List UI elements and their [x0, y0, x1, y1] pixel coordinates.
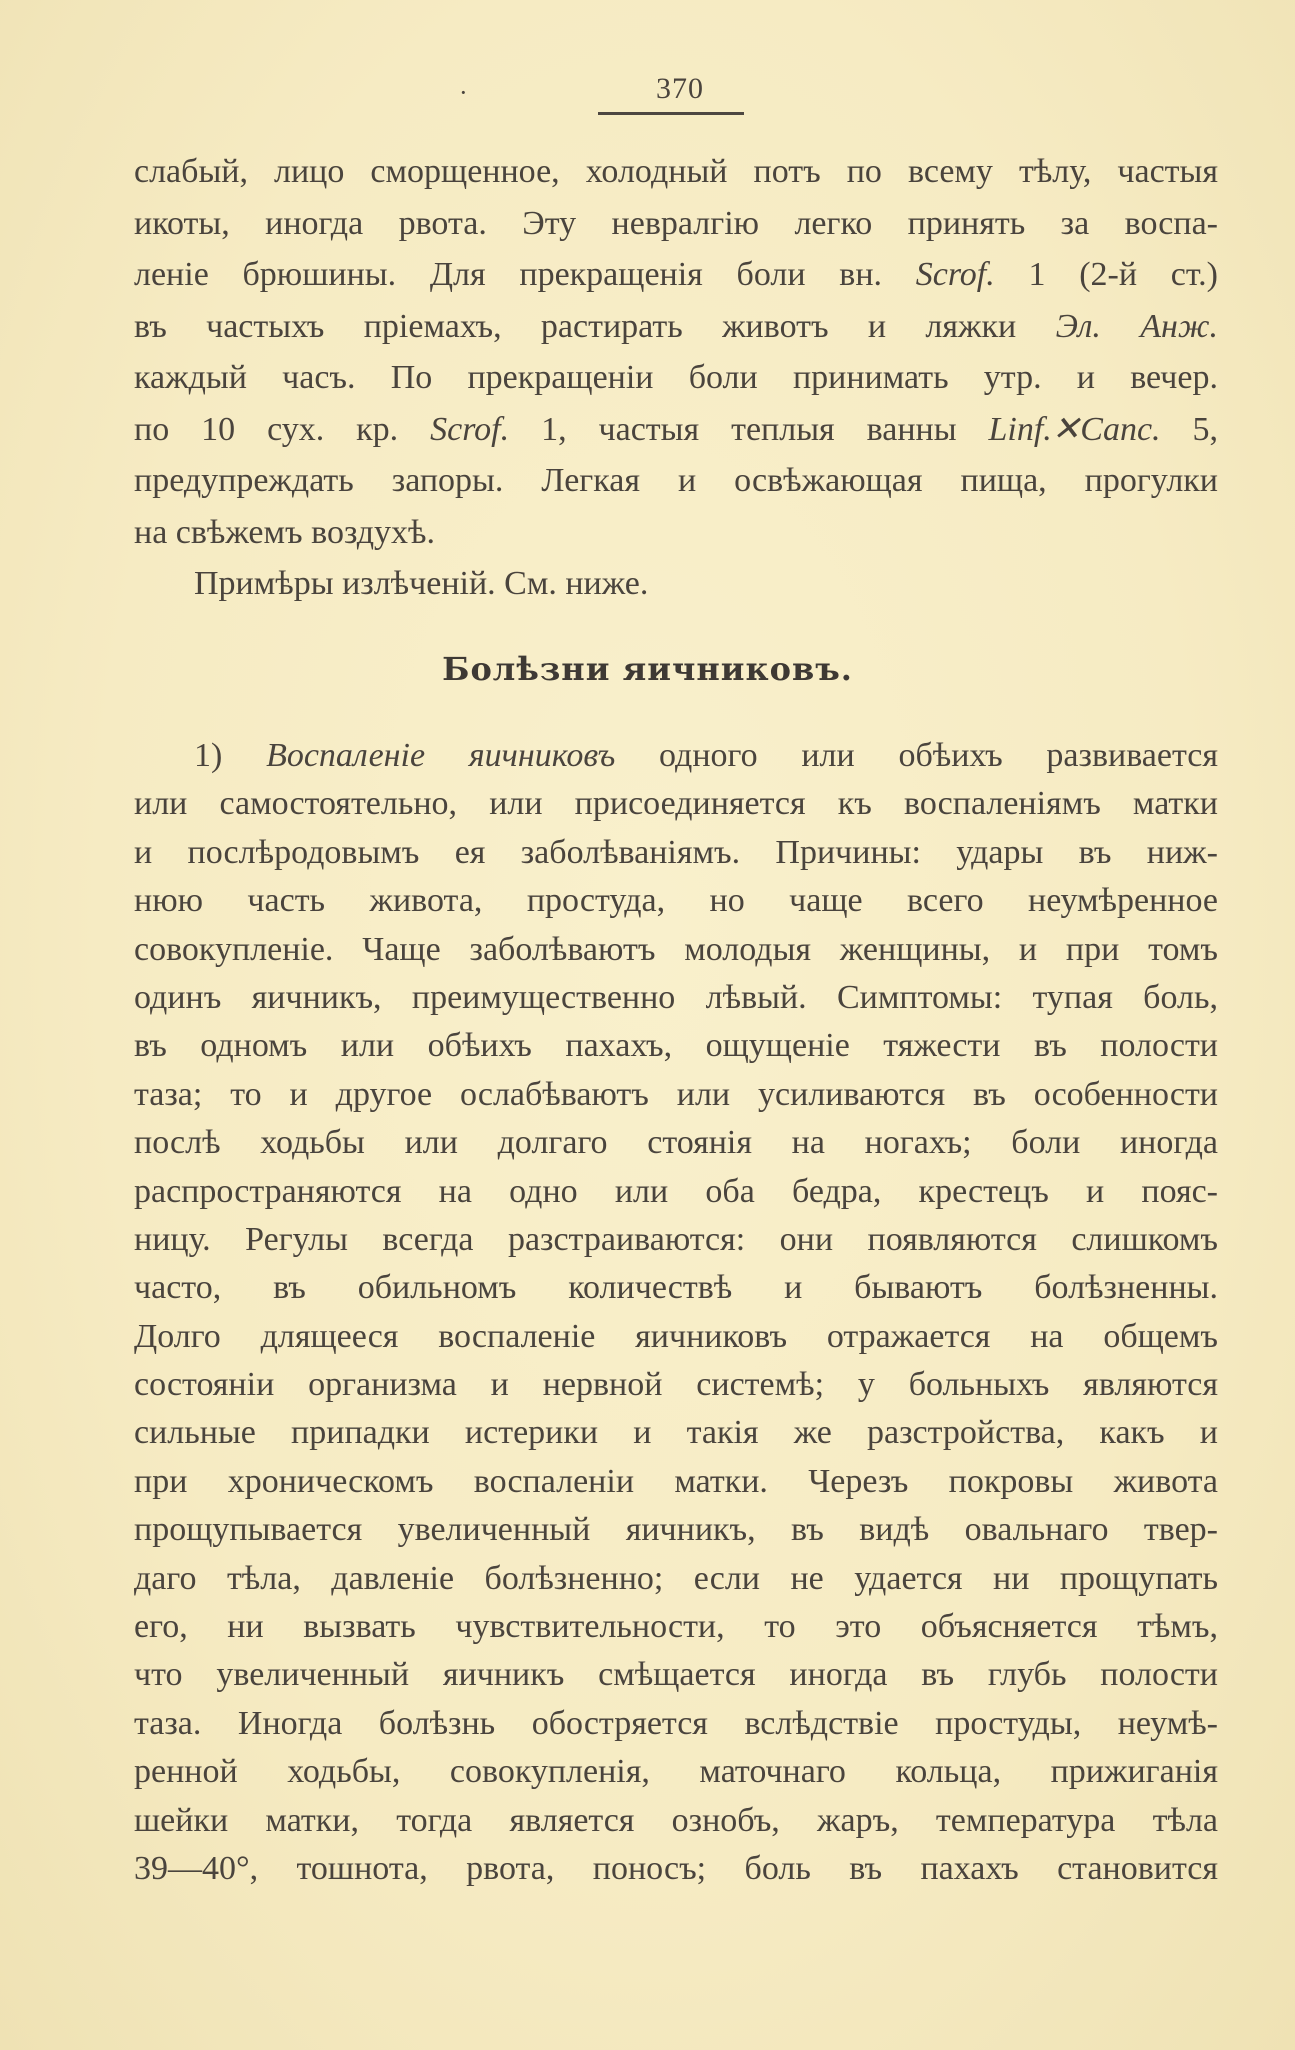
- text-run: распространяются на одно или оба бедра, крестецъ и пояс-: [134, 1172, 1218, 1210]
- text-run: каждый часъ. По прекращеніи боли принимать утр. и вечер.: [134, 359, 1218, 396]
- text-block-ovaries: [134, 732, 1218, 1893]
- text-run: состояніи организма и нервной системѣ; у больныхъ являются: [134, 1366, 1218, 1404]
- text-run: даго тѣла, давленіе болѣзненно; если не удается ни прощупать: [134, 1559, 1218, 1597]
- text-line: [134, 507, 1218, 559]
- text-run: слабый, лицо сморщенное, холодный потъ по всему тѣлу, частыя: [134, 153, 1218, 190]
- text-line: [134, 1700, 1218, 1748]
- text-line: [134, 1748, 1218, 1796]
- text-line: [134, 146, 1218, 198]
- text-run: сильные припадки истерики и такія же разстройства, какъ и: [134, 1414, 1218, 1452]
- text-run: въ частыхъ пріемахъ, растирать животъ и ляжки: [134, 307, 1056, 345]
- text-line: [134, 455, 1218, 507]
- text-run: ницу. Регулы всегда разстраиваются: они появляются слишкомъ: [134, 1220, 1218, 1258]
- text-run: предупреждать запоры. Легкая и освѣжающая пища, прогулки: [134, 462, 1218, 499]
- italic-run: Scrof.: [430, 410, 510, 448]
- text-run: на свѣжемъ воздухѣ.: [134, 513, 436, 551]
- text-run: одного или обѣихъ развивается: [615, 737, 1218, 774]
- text-run: икоты, иногда рвота. Эту невралгію легко принять за воспа-: [134, 204, 1218, 242]
- text-line: [134, 1506, 1218, 1554]
- text-line: [134, 1361, 1218, 1409]
- text-run: и послѣродовымъ ея заболѣваніямъ. Причины: удары въ ниж-: [134, 833, 1218, 871]
- text-line: [134, 1022, 1218, 1070]
- text-line: [134, 1603, 1218, 1651]
- text-line: [134, 1409, 1218, 1457]
- text-line: [134, 974, 1218, 1022]
- section-title: Болѣзни яичниковъ.: [442, 650, 853, 688]
- text-line: [134, 1651, 1218, 1699]
- text-run: таза. Иногда болѣзнь обостряется вслѣдствіе простуды, неумѣ-: [134, 1704, 1218, 1742]
- text-run: послѣ ходьбы или долгаго стоянія на ногахъ; боли иногда: [134, 1124, 1218, 1162]
- text-line: [134, 301, 1218, 353]
- text-line: [134, 558, 1218, 610]
- text-line: [134, 926, 1218, 974]
- text-line: [134, 877, 1218, 925]
- text-run: или самостоятельно, или присоединяется къ воспаленіямъ матки: [134, 785, 1218, 823]
- text-line: [134, 1458, 1218, 1506]
- text-run: таза; то и другое ослабѣваютъ или усиливаются въ особенности: [134, 1075, 1218, 1113]
- text-run: 39—40°, тошнота, рвота, поносъ; боль въ пахахъ становится: [134, 1849, 1218, 1887]
- page-header: [0, 72, 1295, 122]
- italic-run: Эл. Анж.: [1055, 307, 1218, 345]
- text-line: [134, 404, 1218, 456]
- text-line: [134, 198, 1218, 250]
- text-run: 5,: [1160, 410, 1218, 448]
- text-run: Примѣры излѣченій. См. ниже.: [194, 565, 649, 602]
- text-run: леніе брюшины. Для прекращенія боли вн.: [134, 256, 916, 293]
- text-run: часто, въ обильномъ количествѣ и бываютъ болѣзненны.: [134, 1269, 1218, 1307]
- text-run: совокупленіе. Чаще заболѣваютъ молодыя женщины, и при томъ: [134, 930, 1218, 968]
- text-run: по 10 сух. кр.: [134, 410, 431, 448]
- text-run: въ одномъ или обѣихъ пахахъ, ощущеніе тяжести въ полости: [134, 1027, 1218, 1065]
- text-run: 1): [194, 737, 267, 774]
- text-run: одинъ яичникъ, преимущественно лѣвый. Симптомы: тупая боль,: [134, 978, 1218, 1016]
- text-block-continuation: [134, 146, 1218, 610]
- italic-run: Scrof.: [915, 256, 995, 293]
- text-run: шейки матки, тогда является ознобъ, жаръ, температура тѣла: [134, 1801, 1218, 1839]
- text-line: [134, 1071, 1218, 1119]
- text-run: 1 (2-й ст.): [994, 256, 1218, 293]
- text-line: [134, 829, 1218, 877]
- page-number: 370: [656, 72, 704, 105]
- text-line: [134, 1119, 1218, 1167]
- text-line: [134, 1264, 1218, 1312]
- italic-run: Воспаленіе яичниковъ: [266, 737, 616, 774]
- text-run: что увеличенный яичникъ смѣщается иногда въ глубь полости: [134, 1656, 1218, 1694]
- header-rule: [598, 112, 744, 115]
- text-line: [134, 1168, 1218, 1216]
- text-line: [134, 732, 1218, 780]
- text-run: его, ни вызвать чувствительности, то это объясняется тѣмъ,: [134, 1608, 1218, 1646]
- text-line: [134, 1845, 1218, 1893]
- text-line: [134, 1797, 1218, 1845]
- text-line: [134, 352, 1218, 404]
- text-line: [134, 780, 1218, 828]
- text-run: ренной ходьбы, совокупленія, маточнаго кольца, прижиганія: [134, 1753, 1218, 1791]
- italic-run: Linf.✕Canc.: [988, 410, 1161, 448]
- stray-dot: ·: [459, 78, 468, 107]
- text-line: [134, 249, 1218, 301]
- text-run: прощупывается увеличенный яичникъ, въ видѣ овальнаго твер-: [134, 1511, 1218, 1549]
- text-run: Долго длящееся воспаленіе яичниковъ отражается на общемъ: [134, 1317, 1218, 1355]
- text-line: [134, 1216, 1218, 1264]
- text-line: [134, 1313, 1218, 1361]
- text-run: 1, частыя теплыя ванны: [509, 410, 989, 448]
- text-line: [134, 1555, 1218, 1603]
- text-run: при хроническомъ воспаленіи матки. Черезъ покровы живота: [134, 1462, 1218, 1500]
- text-run: нюю часть живота, простуда, но чаще всего неумѣренное: [134, 882, 1218, 920]
